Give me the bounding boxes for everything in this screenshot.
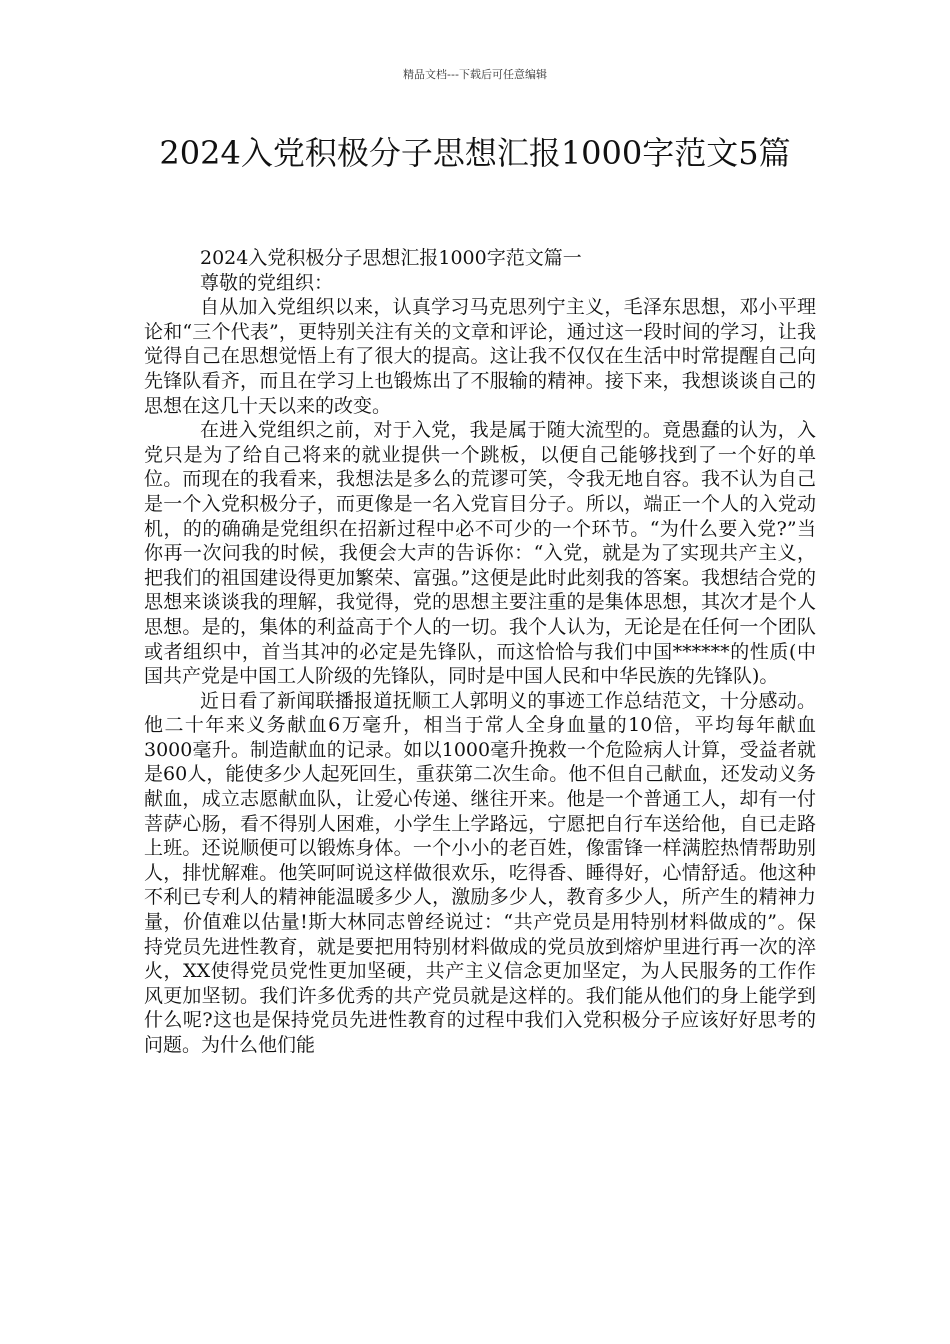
document-body bbox=[144, 246, 816, 1058]
salutation: 尊敬的党组织： bbox=[200, 271, 334, 294]
paragraph: 近日看了新闻联播报道抚顺工人郭明义的事迹工作总结范文，十分感动。他二十年来义务献血6万毫升，相当于常人全身血量的10倍，平均每年献血3000毫升。制造献血的记录。如以1000毫升挽救一个危险病人计算，受益者就是60人，能使多少人起死回生，重获第二次生命。他不但自己献血，还发动义务献血，成立志愿献血队，让爱心传递、继往开来。他是一个普通工人，却有一付菩萨心肠，看不得别人困难，小学生上学路远，宁愿把自行车送给他，自已走路上班。还说顺便可以锻炼身体。一个小小的老百姓，像雷锋一样满腔热情帮助别人，排忧解难。他笑呵呵说这样做很欢乐，吃得香、睡得好，心情舒适。他这种不利已专利人的精神能温暖多少人，激励多少人，教育多少人，所产生的精神力量，价值难以估量!斯大林同志曾经说过：“共产党员是用特别材料做成的”。保持党员先进性教育，就是要把用特别材料做成的党员放到熔炉里进行再一次的淬火，XX使得党员党性更加坚硬，共产主义信念更加坚定，为人民服务的工作作风更加坚韧。我们许多优秀的共产党员就是这样的。我们能从他们的身上能学到什么呢?这也是保持党员先进性教育的过程中我们入党积极分子应该好好思考的问题。为什么他们能 bbox=[144, 689, 816, 1056]
document-title: 2024入党积极分子思想汇报1000字范文5篇 bbox=[159, 134, 791, 172]
page-header: 精品文档---下载后可任意编辑 bbox=[403, 68, 547, 81]
paragraph: 在进入党组织之前，对于入党，我是属于随大流型的。竟愚蠢的认为，入党只是为了给自己将来的就业提供一个跳板，以便自己能够找到了一个好的单位。而现在的我看来，我想法是多么的荒谬可笑，令我无地自容。我不认为自己是一个入党积极分子，而更像是一名入党盲目分子。所以，端正一个人的入党动机，的的确确是党组织在招新过程中必不可少的一个环节。“为什么要入党?”当你再一次问我的时候，我便会大声的告诉你：“入党，就是为了实现共产主义，把我们的祖国建设得更加繁荣、富强。”这便是此时此刻我的答案。我想结合党的思想来谈谈我的理解，我觉得，党的思想主要注重的是集体思想，其次才是个人思想。是的，集体的利益高于个人的一切。我个人认为，无论是在任何一个团队或者组织中，首当其冲的必定是先锋队，而这恰恰与我们中国******的性质(中国共产党是中国工人阶级的先锋队，同时是中国人民和中华民族的先锋队)。 bbox=[144, 419, 816, 688]
section-subtitle: 2024入党积极分子思想汇报1000字范文篇一 bbox=[200, 247, 582, 269]
paragraph: 自从加入党组织以来，认真学习马克思列宁主义，毛泽东思想，邓小平理论和“三个代表”，更特别关注有关的文章和评论，通过这一段时间的学习，让我觉得自己在思想觉悟上有了很大的提高。这让我不仅仅在生活中时常提醒自己向先锋队看齐，而且在学习上也锻炼出了不服输的精神。接下来，我想谈谈自己的思想在这几十天以来的改变。 bbox=[144, 296, 816, 417]
